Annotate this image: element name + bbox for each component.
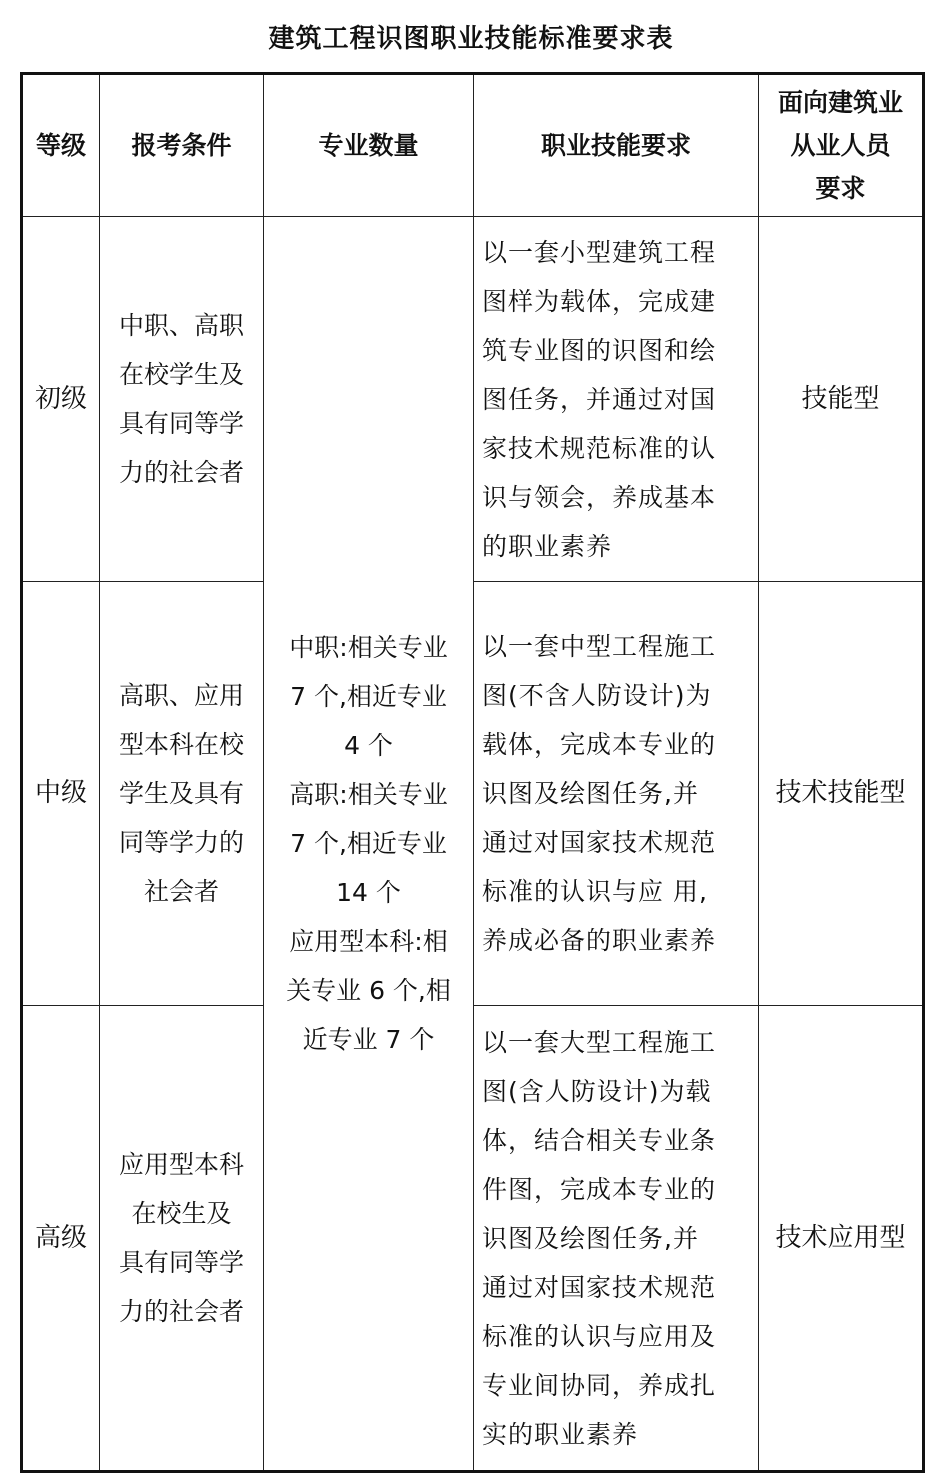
skill-line: 标准的认识与应 用,	[482, 877, 708, 906]
skill-line: 识图及绘图任务,并	[482, 1223, 699, 1253]
skill-line: 图样为载体，完成建	[482, 286, 717, 316]
condition-line: 力的社会者	[118, 1297, 244, 1326]
condition-line: 同等学力的	[118, 828, 244, 857]
type-cell: 技能型	[759, 217, 924, 582]
skill-line: 专业间协同，养成扎	[482, 1370, 717, 1400]
type-cell: 技术技能型	[759, 582, 924, 1006]
table-title: 建筑工程识图职业技能标准要求表	[268, 24, 674, 54]
skill-line: 图任务，并通过对国	[482, 384, 717, 414]
header-target-line: 面向建筑业	[777, 88, 903, 117]
level-cell: 高级	[22, 1006, 100, 1472]
count-line: 关专业 6 个,相	[286, 976, 451, 1005]
skill-cell	[474, 217, 759, 582]
count-line: 中职:相关专业	[289, 633, 448, 662]
level-cell: 初级	[22, 217, 100, 582]
condition-cell	[100, 217, 264, 582]
skill-line: 实的职业素养	[482, 1419, 639, 1449]
header-target	[759, 74, 924, 217]
condition-line: 在校生及	[131, 1199, 232, 1228]
count-line: 7 个,相近专业	[290, 682, 447, 711]
skill-line: 的职业素养	[482, 531, 613, 561]
skill-line: 通过对国家技术规范	[482, 1272, 717, 1302]
condition-line: 型本科在校	[118, 730, 244, 759]
skill-line: 载体，完成本专业的	[482, 730, 717, 759]
condition-line: 应用型本科	[118, 1150, 244, 1179]
count-cell	[264, 217, 474, 1472]
count-line: 高职:相关专业	[289, 780, 448, 809]
condition-line: 中职、高职	[118, 311, 244, 340]
skill-line: 养成必备的职业素养	[482, 926, 717, 955]
header-count: 专业数量	[264, 74, 474, 217]
skill-line: 识图及绘图任务,并	[482, 779, 699, 808]
skill-standard-table	[20, 72, 925, 1473]
header-target-line: 要求	[815, 174, 866, 203]
condition-line: 力的社会者	[118, 458, 244, 487]
skill-cell	[474, 1006, 759, 1472]
header-level: 等级	[22, 74, 100, 217]
count-line: 4 个	[344, 731, 393, 760]
condition-line: 高职、应用	[118, 681, 244, 710]
count-line: 应用型本科:相	[289, 927, 448, 956]
skill-cell	[474, 582, 759, 1006]
skill-line: 图(不含人防设计)为	[482, 681, 712, 710]
condition-line: 学生及具有	[118, 779, 244, 808]
table-row	[22, 217, 924, 582]
skill-line: 以一套大型工程施工	[482, 1027, 717, 1057]
header-row	[22, 74, 924, 217]
count-line: 14 个	[336, 878, 401, 907]
condition-line: 具有同等学	[118, 409, 244, 438]
level-cell: 中级	[22, 582, 100, 1006]
count-line: 7 个,相近专业	[290, 829, 447, 858]
condition-cell	[100, 1006, 264, 1472]
condition-line: 具有同等学	[118, 1248, 244, 1277]
skill-line: 通过对国家技术规范	[482, 828, 717, 857]
skill-line: 家技术规范标准的认	[482, 433, 717, 463]
skill-line: 以一套小型建筑工程	[482, 237, 717, 267]
header-target-line: 从业人员	[790, 131, 891, 160]
skill-line: 图(含人防设计)为载	[482, 1076, 712, 1106]
skill-line: 标准的认识与应用及	[482, 1321, 717, 1351]
type-cell: 技术应用型	[759, 1006, 924, 1472]
condition-line: 社会者	[143, 877, 219, 906]
skill-line: 件图，完成本专业的	[482, 1174, 717, 1204]
skill-line: 以一套中型工程施工	[482, 632, 717, 661]
header-condition: 报考条件	[100, 74, 264, 217]
skill-line: 识与领会，养成基本	[482, 482, 717, 512]
header-skill: 职业技能要求	[474, 74, 759, 217]
count-line: 近专业 7 个	[302, 1025, 435, 1054]
skill-line: 体，结合相关专业条	[482, 1125, 717, 1155]
condition-line: 在校学生及	[118, 360, 244, 389]
skill-line: 筑专业图的识图和绘	[482, 335, 717, 365]
condition-cell	[100, 582, 264, 1006]
